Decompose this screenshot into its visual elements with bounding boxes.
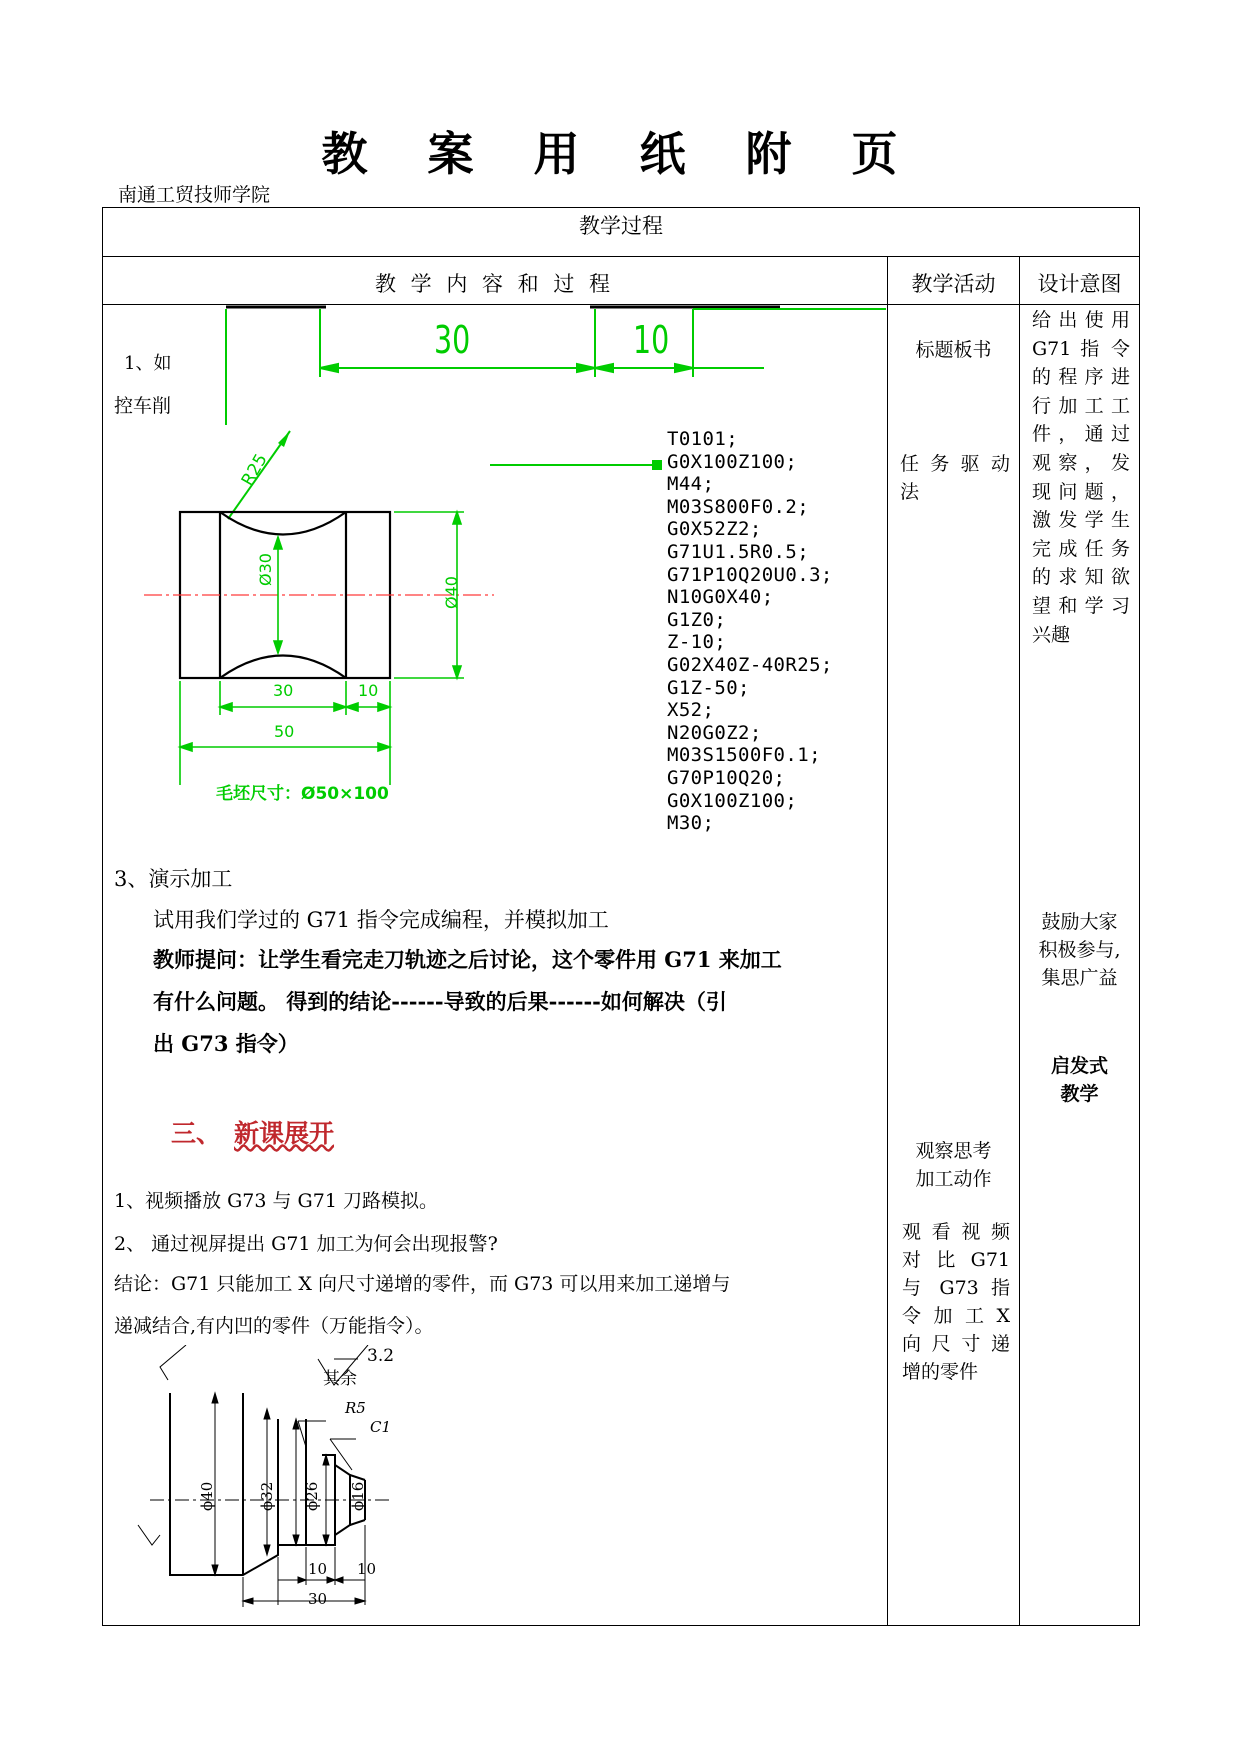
program-line: G0X100Z100; (667, 450, 798, 473)
dimension-label: 10 (358, 681, 379, 700)
page-title: 教 案 用 纸 附 页 (321, 127, 920, 181)
program-line: M03S1500F0.1; (667, 744, 821, 767)
program-line: M44; (667, 473, 715, 496)
diameter-label: ϕ26 (303, 1481, 321, 1511)
item3-heading: 3、演示加工 (114, 867, 233, 891)
intent-line: G71 指 令 (1032, 337, 1130, 360)
program-line: M03S800F0.2; (667, 495, 810, 518)
intent-line: 现问题， (1032, 480, 1130, 503)
item3-text: 试用我们学过的 G71 指令完成编程，并模拟加工 (153, 908, 609, 932)
activity-item: 观察思考 (915, 1140, 992, 1162)
item-label: 控车削 (114, 395, 172, 417)
program-line: X52; (667, 699, 715, 722)
dimension-label: 10 (633, 318, 670, 362)
activity-item: 与 G73 指 (902, 1277, 1010, 1299)
intent-line: 给出使用 (1032, 309, 1130, 331)
school-name: 南通工贸技师学院 (118, 184, 271, 206)
dimension-label: 10 (357, 1560, 377, 1578)
program-line: Z-10; (667, 631, 727, 654)
item-label: 1、如 (124, 353, 172, 374)
program-line: T0101; (667, 428, 739, 450)
new-item-2: 2、 通过视屏提出 G71 加工为何会出现报警? (114, 1233, 498, 1255)
radius-label: R25 (237, 450, 272, 490)
dimension-label: 10 (308, 1560, 328, 1578)
section-title: 新课展开 (234, 1119, 335, 1148)
section-number: 三、 (171, 1119, 222, 1148)
teacher-question-line: 教师提问：让学生看完走刀轨迹之后讨论，这个零件用 G71 来加工 (153, 947, 782, 972)
part-drawing-g71 (104, 425, 664, 810)
roughness-label: 其余 (323, 1369, 357, 1389)
blank-size-label: 毛坯尺寸：Ø50×100 (216, 784, 389, 804)
intent-line: 观察，发 (1032, 451, 1130, 474)
program-line: G1Z-50; (667, 676, 750, 699)
intent-line: 行加工工 (1032, 394, 1130, 417)
intent-line: 的程序进 (1032, 366, 1130, 389)
diameter-label: ϕ16 (349, 1481, 367, 1511)
program-line: G0X52Z2; (667, 518, 762, 541)
radius-label: R5 (345, 1399, 366, 1417)
dimension-label: 30 (434, 318, 471, 362)
activity-item: 令 加 工 X (902, 1305, 1010, 1327)
intent-item: 集思广益 (1041, 967, 1118, 989)
intent-text (1032, 306, 1130, 649)
program-line: G0X100Z100; (667, 789, 798, 812)
roughness-value: 3.2 (367, 1346, 395, 1366)
diameter-label: ϕ32 (258, 1481, 276, 1511)
intent-line: 兴趣 (1032, 623, 1071, 646)
conclusion-line: 结论：G71 只能加工 X 向尺寸递增的零件，而 G73 可以用来加工递增与 (114, 1273, 731, 1295)
intent-item: 积极参与, (1038, 939, 1121, 961)
dimension-strip-drawing (104, 305, 886, 425)
conclusion-line: 递减结合,有内凹的零件（万能指令）。 (114, 1315, 434, 1337)
column-header-content: 教 学 内 容 和 过 程 (374, 272, 615, 296)
teacher-question-line: 有什么问题。 得到的结论------导致的后果------如何解决（引 (153, 989, 727, 1014)
activity-item: 观 看 视 频 (902, 1221, 1010, 1243)
dimension-label: 30 (273, 681, 294, 700)
intent-line: 望和学习 (1032, 594, 1130, 617)
activity-item: 任 务 驱 动 法 (900, 453, 1010, 503)
program-line: G70P10Q20; (667, 766, 786, 789)
activity-item: 加工动作 (915, 1168, 992, 1190)
program-line: G71P10Q20U0.3; (667, 563, 833, 586)
intent-line: 件，通过 (1032, 423, 1130, 446)
activity-item: 增的零件 (902, 1361, 979, 1383)
activity-item: 标题板书 (915, 339, 992, 361)
program-line: G71U1.5R0.5; (667, 540, 810, 563)
nc-program (667, 428, 833, 835)
diameter-label: Ø30 (256, 553, 275, 586)
program-line: N20G0Z2; (667, 721, 762, 744)
chamfer-label: C1 (370, 1418, 392, 1436)
program-line: N10G0X40; (667, 586, 774, 609)
program-line: G02X40Z-40R25; (667, 653, 833, 676)
intent-line: 激发学生 (1032, 509, 1130, 532)
intent-line: 完成任务 (1032, 537, 1130, 560)
intent-line: 的求知欲 (1032, 566, 1130, 589)
dimension-label: 30 (308, 1590, 328, 1608)
intent-item: 鼓励大家 (1041, 911, 1118, 933)
dimension-label: 50 (274, 722, 295, 741)
program-line: G1Z0; (667, 608, 727, 631)
intent-item: 教学 (1060, 1083, 1099, 1105)
part-drawing-g73 (130, 1345, 430, 1620)
activity-item: 对 比 G71 (902, 1249, 1010, 1271)
new-item-1: 1、视频播放 G73 与 G71 刀路模拟。 (114, 1190, 438, 1212)
diameter-label: ϕ40 (198, 1481, 216, 1511)
program-line: M30; (667, 812, 715, 835)
diameter-label: Ø40 (442, 576, 461, 609)
column-header-activity: 教学活动 (911, 272, 996, 296)
activity-item: 向 尺 寸 递 (902, 1333, 1010, 1355)
teacher-question-line: 出 G73 指令） (153, 1031, 299, 1056)
section-header: 教学过程 (579, 214, 663, 238)
column-header-intent: 设计意图 (1037, 272, 1122, 296)
intent-item: 启发式 (1050, 1055, 1108, 1077)
